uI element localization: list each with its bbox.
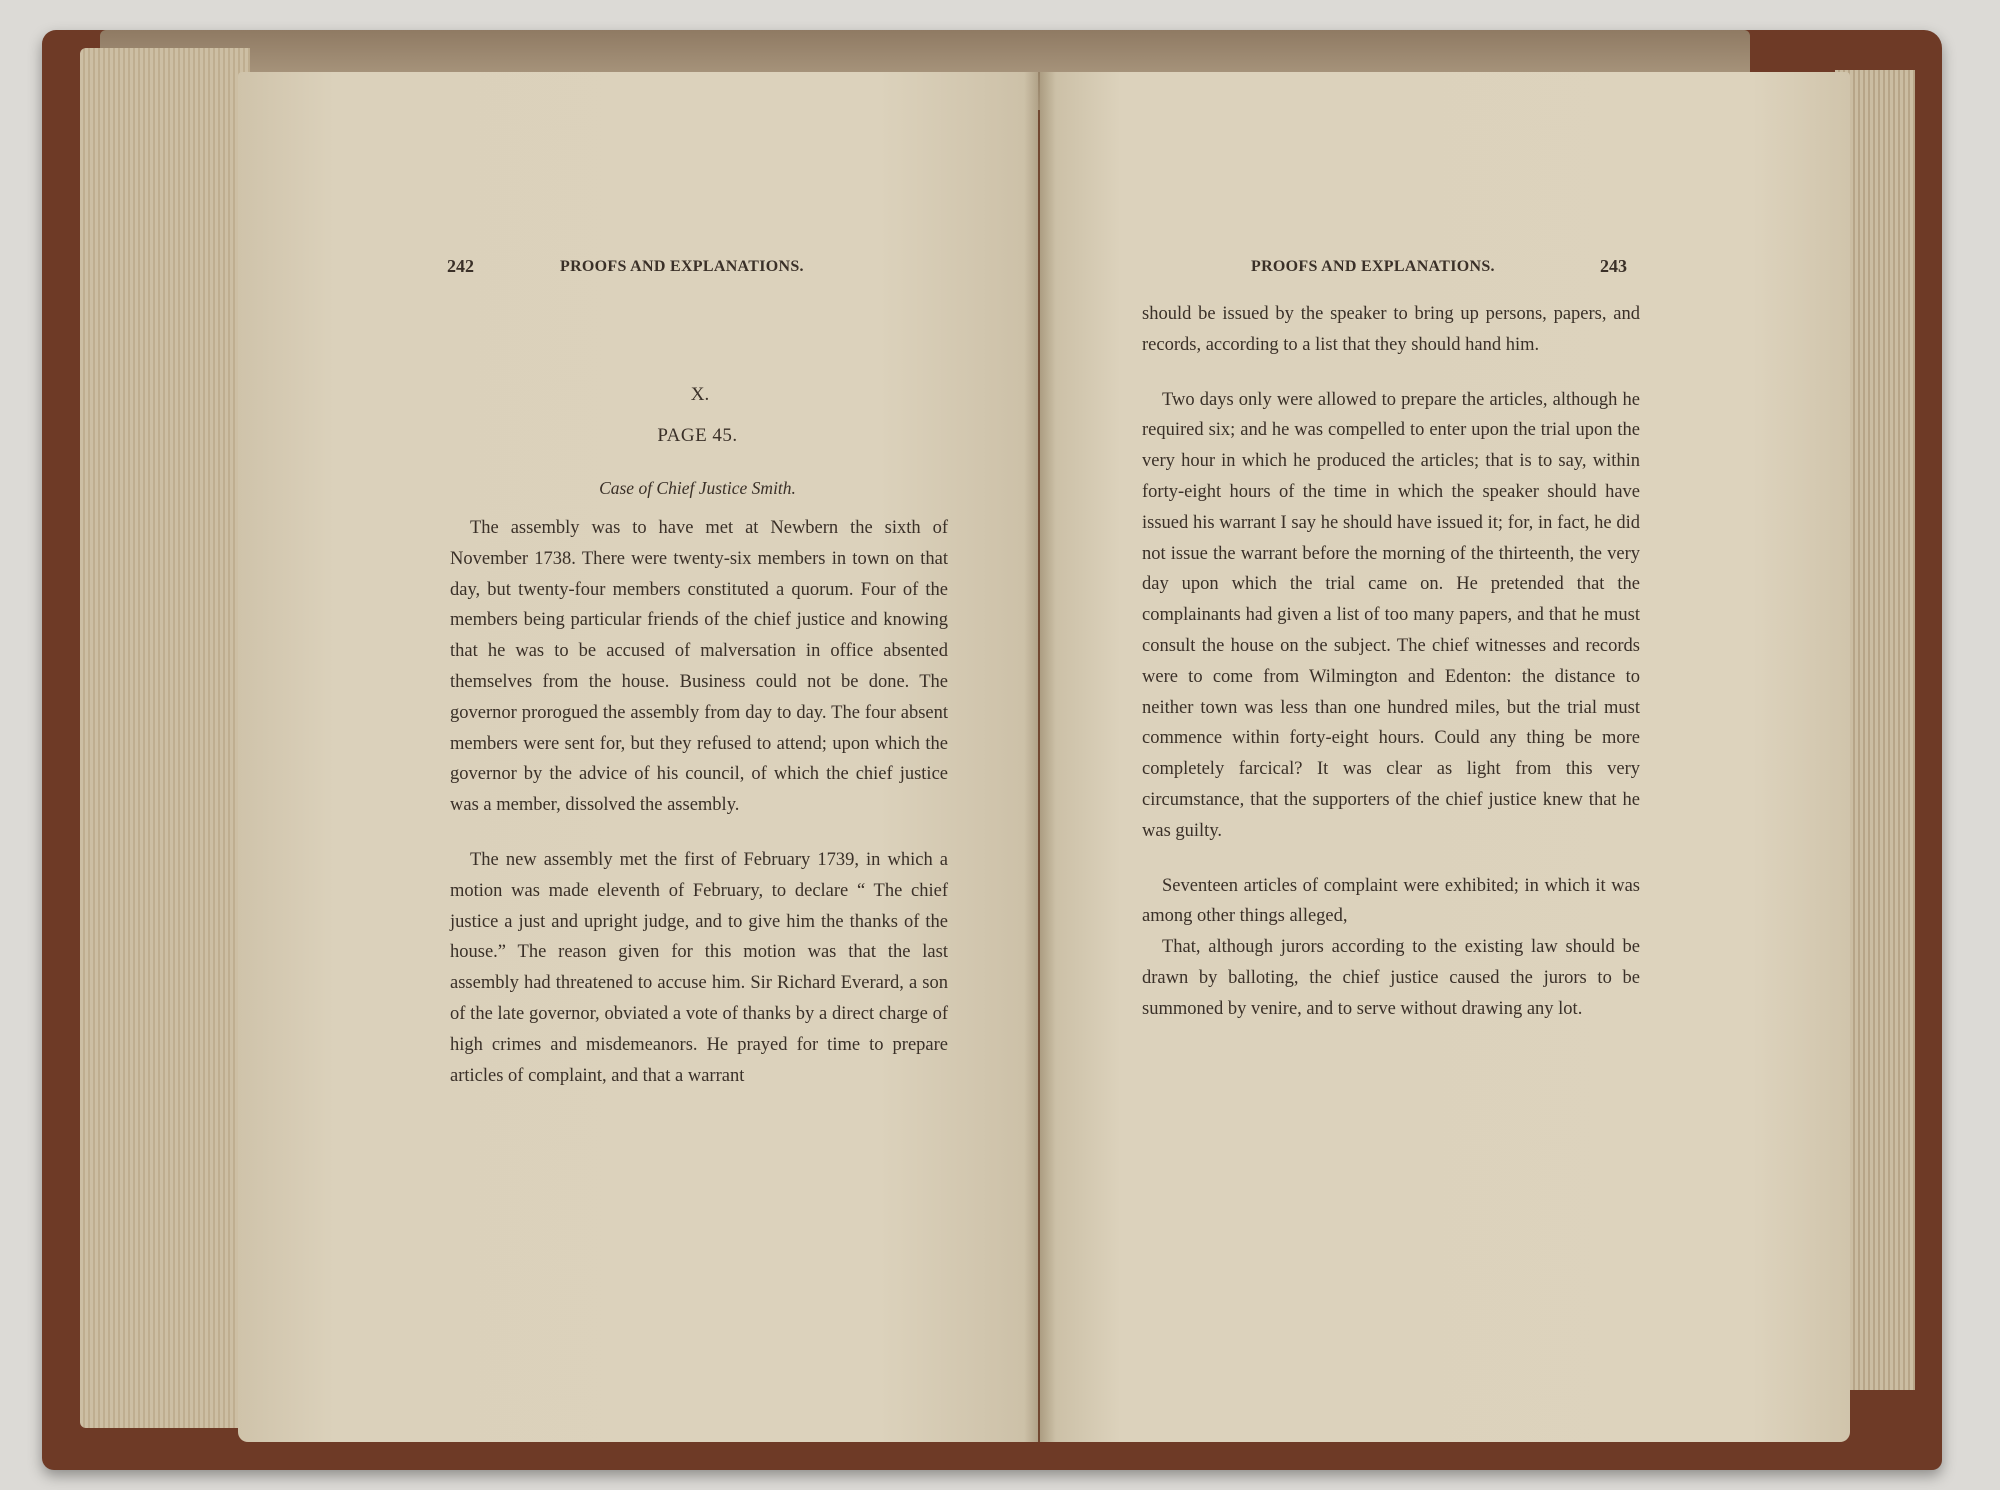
- left-body: [450, 513, 948, 1091]
- left-paragraph-2: The new assembly met the first of February 1739, in which a motion was made eleventh of February, to declare “ The chief justice a just and upright judge, and to give him the thanks of the house.” The reason given for this motion was that the last assembly had threatened to accuse him. Sir Richard Everard, a son of the late governor, obviated a vote of thanks by a direct charge of high crimes and misdemeanors. He prayed for time to prepare articles of complaint, and that a warrant: [450, 849, 948, 1086]
- left-paragraph-1: The assembly was to have met at Newbern the sixth of November 1738. There were twenty-six members in town on that day, but twenty-four members constituted a quorum. Four of the members being particular friends of the chief justice and knowing that he was to be accused of malversation in office absented themselves from the house. Business could not be done. The governor prorogued the assembly from day to day. The four absent members were sent for, but they refused to attend; upon which the governor by the advice of his council, of which the chief justice was a member, dissolved the assembly.: [450, 518, 948, 816]
- right-paragraph-3: Seventeen articles of complaint were exhibited; in which it was among other things alleged,: [1142, 875, 1640, 927]
- right-body: [1142, 299, 1640, 1025]
- left-page-block: [80, 48, 250, 1428]
- page-reference: PAGE 45.: [657, 425, 738, 446]
- right-page-number: 243: [1600, 256, 1627, 276]
- left-running-head: PROOFS AND EXPLANATIONS.: [560, 258, 804, 275]
- right-paragraph-4: That, although jurors according to the existing law should be drawn by balloting, the chief justice caused the jurors to be summoned by venire, and to serve without drawing any lot.: [1142, 937, 1640, 1019]
- gutter: [1024, 72, 1056, 1442]
- right-running-head: PROOFS AND EXPLANATIONS.: [1251, 258, 1495, 275]
- right-paragraph-2: Two days only were allowed to prepare the articles, although he required six; and he was compelled to enter upon the trial upon the very hour in which he produced the articles; that is to say, within forty-eight hours of the time in which the speaker should have issued his warrant I say he should have issued it; for, in fact, he did not issue the warrant before the morning of the thirteenth, the very day upon which the trial came on. He pretended that the complainants had given a list of too many papers, and that he must consult the house on the subject. The chief witnesses and records were to come from Wilmington and Edenton: the distance to neither town was less than one hundred miles, but the trial must commence within forty-eight hours. Could any thing be more completely farcical? It was clear as light from this very circumstance, that the supporters of the chief justice knew that he was guilty.: [1142, 389, 1640, 841]
- case-title: Case of Chief Justice Smith.: [599, 478, 796, 498]
- section-numeral: X.: [690, 384, 710, 405]
- right-paragraph-1: should be issued by the speaker to bring up persons, papers, and records, according to a list that they should hand him.: [1142, 304, 1640, 355]
- left-page-number: 242: [447, 256, 474, 276]
